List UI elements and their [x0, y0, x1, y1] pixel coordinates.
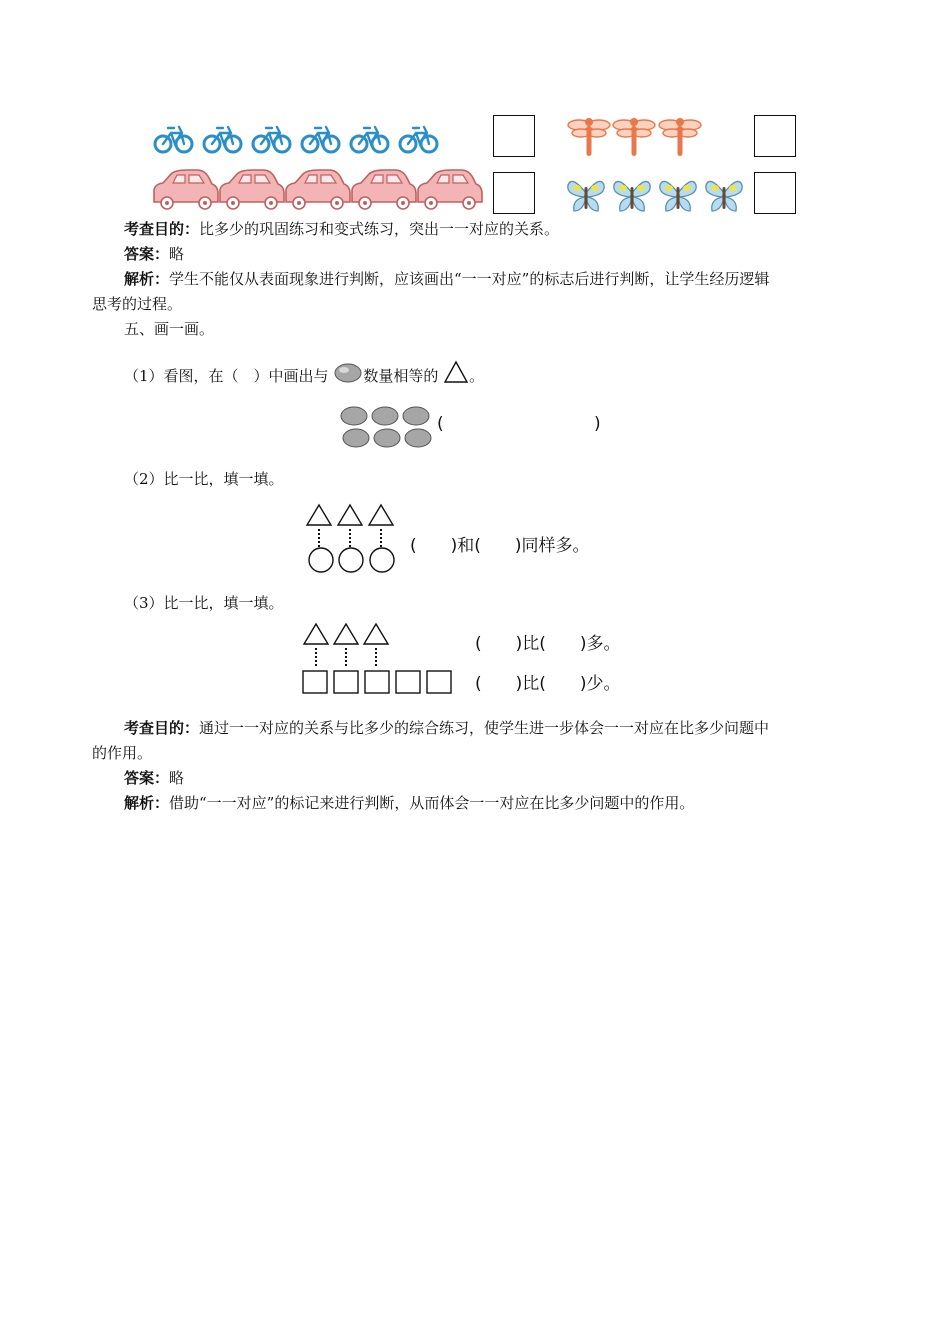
bicycle-icon: [155, 127, 192, 152]
summary-analysis-label: 解析：: [124, 794, 170, 812]
dragonfly-icon: [659, 118, 701, 156]
bicycle-icon: [253, 127, 290, 152]
q4-answer-text: 略: [169, 245, 185, 263]
p1-paren-close: ): [594, 414, 601, 434]
q4-analysis-text-1: 学生不能仅从表面现象进行判断，应该画出“一一对应”的标志后进行判断，让学生经历逻辑: [169, 270, 770, 288]
circle-icon: [370, 548, 394, 572]
triangle-icon: [334, 624, 358, 644]
triangle-icon: [304, 624, 328, 644]
counting-exercise: [0, 0, 950, 220]
q4-answer-label: 答案：: [124, 245, 170, 263]
section5-heading: 五、画一画。: [124, 320, 215, 338]
q4-purpose-text: 比多少的巩固练习和变式练习，突出一一对应的关系。: [199, 220, 560, 238]
butterfly-icon: [614, 181, 650, 211]
dragonfly-answer-box[interactable]: [754, 115, 796, 157]
butterfly-icon: [660, 181, 696, 211]
butterfly-row: [568, 181, 742, 211]
summary-answer-label: 答案：: [124, 769, 170, 787]
circle-icon: [339, 548, 363, 572]
dragonfly-icon: [568, 118, 610, 156]
circle-icon: [309, 548, 333, 572]
q4-answer: [124, 244, 184, 264]
butterfly-icon: [568, 181, 604, 211]
p1-answer-space[interactable]: [450, 410, 590, 438]
square-icon: [303, 671, 327, 693]
car-icon: [286, 170, 350, 209]
p1-text-end: 。: [469, 367, 485, 385]
summary-analysis-text: 借助“一一对应”的标记来进行判断，从而体会一一对应在比多少问题中的作用。: [169, 794, 695, 812]
triangle-icon: [338, 505, 362, 525]
q4-analysis-line-1: [124, 269, 769, 289]
summary-purpose-line-2: 的作用。: [92, 744, 153, 762]
square-icon: [396, 671, 420, 693]
car-icon: [352, 170, 416, 209]
car-icon: [418, 170, 482, 209]
rock-icon: [405, 429, 431, 447]
car-icon: [220, 170, 284, 209]
square-icon: [334, 671, 358, 693]
triangle-icon: [307, 505, 331, 525]
bicycle-answer-box[interactable]: [493, 115, 535, 157]
bicycle-icon: [204, 127, 241, 152]
p1-text-middle: 数量相等的: [363, 367, 439, 385]
summary-purpose-line-1: [124, 718, 769, 738]
dragonfly-icon: [613, 118, 655, 156]
bicycle-row: [155, 127, 437, 152]
q4-analysis-label: 解析：: [124, 270, 170, 288]
bicycle-icon: [400, 127, 437, 152]
dragonfly-row: [568, 118, 701, 156]
rock-group: [338, 402, 434, 452]
p3-instruction: （3）比一比，填一填。: [124, 594, 284, 612]
q4-purpose: [124, 219, 559, 239]
summary-purpose-label: 考查目的：: [124, 719, 200, 737]
p2-figure: [303, 503, 403, 573]
car-row: [154, 170, 482, 209]
summary-purpose-text-1: 通过一一对应的关系与比多少的综合练习，使学生进一步体会一一对应在比多少问题中: [199, 719, 770, 737]
square-icon: [365, 671, 389, 693]
triangle-icon: [443, 360, 469, 384]
p3-fill-sentence-more[interactable]: ( )比( )多。: [475, 634, 621, 654]
bicycle-icon: [351, 127, 388, 152]
q4-analysis-line-2: 思考的过程。: [92, 295, 183, 313]
summary-answer: [124, 768, 184, 788]
summary-analysis: [124, 793, 694, 813]
q4-purpose-label: 考查目的：: [124, 220, 200, 238]
rock-icon: [343, 429, 369, 447]
rock-icon: [341, 407, 367, 425]
p2-fill-sentence[interactable]: ( )和( )同样多。: [410, 536, 590, 556]
triangle-icon: [369, 505, 393, 525]
car-answer-box[interactable]: [493, 172, 535, 214]
p1-paren-open: (: [437, 414, 444, 434]
counting-pictures: [0, 0, 950, 220]
p2-instruction: （2）比一比，填一填。: [124, 470, 284, 488]
p3-figure: [300, 622, 460, 697]
rock-icon: [372, 407, 398, 425]
p3-fill-sentence-less[interactable]: ( )比( )少。: [475, 674, 621, 694]
bicycle-icon: [302, 127, 339, 152]
square-icon: [427, 671, 451, 693]
p1-text-before: （1）看图，在（ ）中画出与: [124, 367, 329, 385]
rock-icon: [374, 429, 400, 447]
rock-icon: [333, 361, 363, 385]
rock-icon: [403, 407, 429, 425]
car-icon: [154, 170, 218, 209]
butterfly-icon: [706, 181, 742, 211]
triangle-icon: [364, 624, 388, 644]
summary-answer-text: 略: [169, 769, 185, 787]
butterfly-answer-box[interactable]: [754, 172, 796, 214]
p1-instruction: [124, 360, 484, 386]
